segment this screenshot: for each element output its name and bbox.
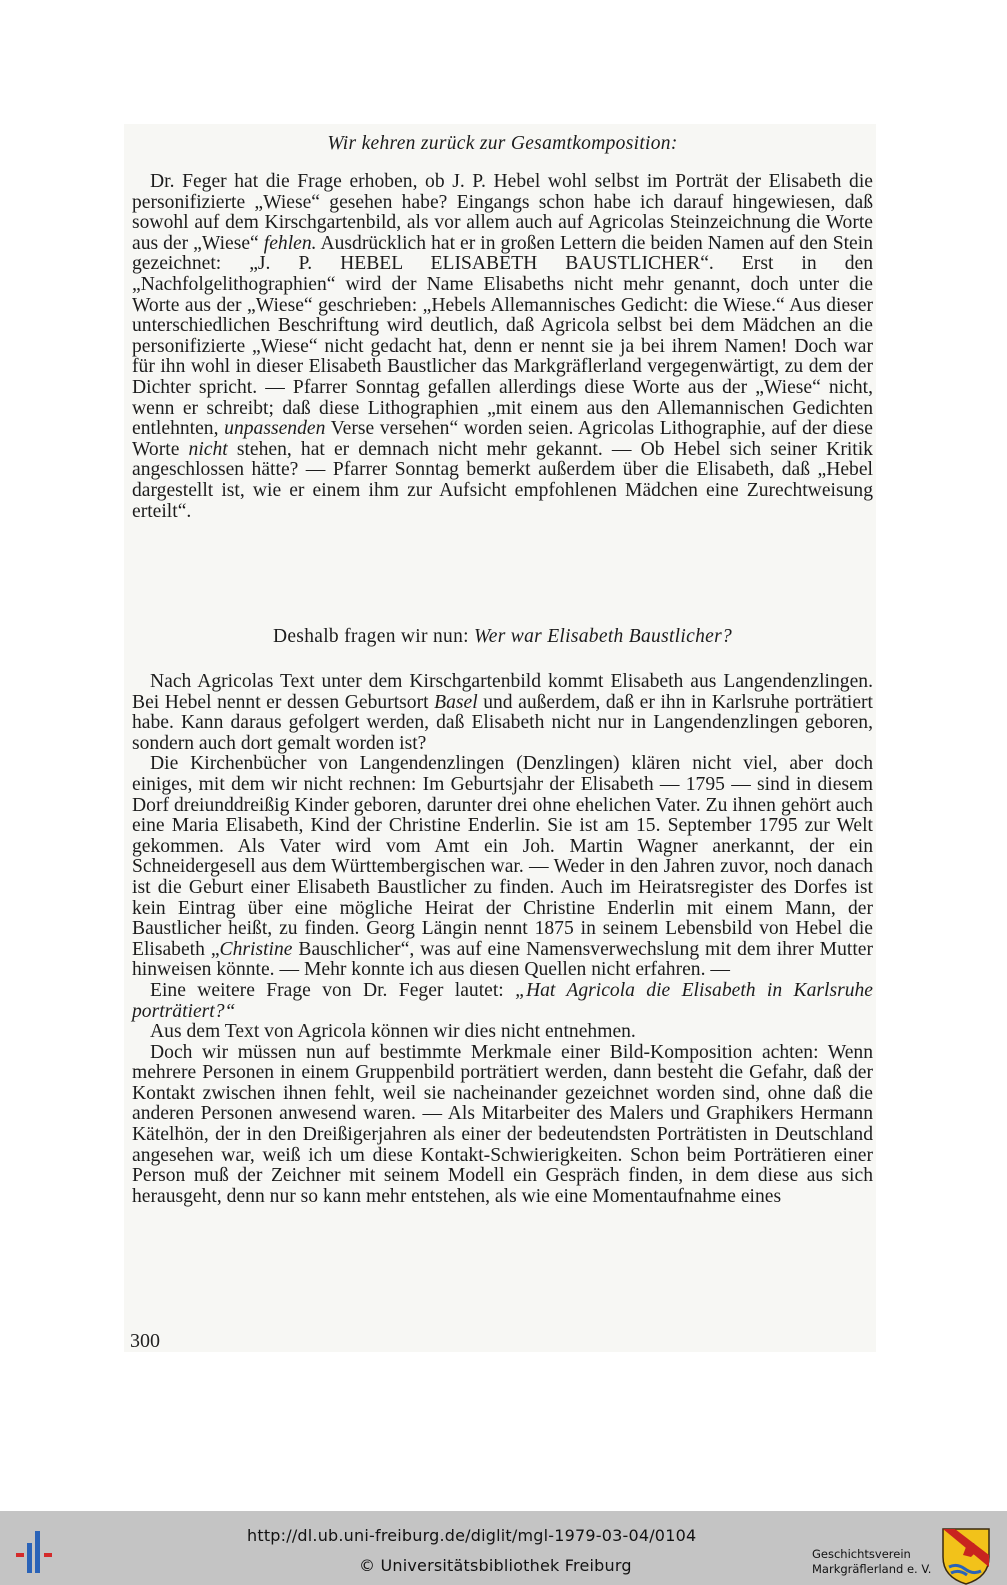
footer-bar [0,1511,1007,1585]
copyright-text: © Universitätsbibliothek Freiburg [359,1556,632,1575]
paragraph: Dr. Feger hat die Frage erhoben, ob J. P. Hebel wohl selbst im Porträt der Elisabeth die personifizierte „Wiese“ gesehen habe? Eingangs schon habe ich darauf hingewiesen, daß sowohl auf dem Kirschgartenbild, als vor allem auch auf Agricolas Steinzeichnung die Worte aus der „Wiese“ fehlen. Ausdrücklich hat er in großen Lettern die beiden Namen auf den Stein gezeichnet: „J. P. HEBEL ELISABETH BAUSTLICHER“. Erst in den „Nachfolgelithographien“ wird der Name Elisabeths nicht mehr genannt, doch unter die Worte aus der „Wiese“ geschrieben: „Hebels Allemannisches Gedicht: die Wiese.“ Aus dieser unterschiedlichen Beschriftung wird deutlich, daß Agricola selbst bei dem Mädchen an die personifizierte „Wiese“ nicht gedacht hat, denn er nennt sie ja bei ihrem Namen! Doch war für ihn wohl in dieser Elisabeth Baustlicher das Markgräflerland vergegenwärtigt, zu dem der Dichter spricht. — Pfarrer Sonntag gefallen allerdings diese Worte aus der „Wiese“ nicht, wenn er schreibt; daß diese Lithographien „mit einem aus den Allemannischen Gedichten entlehnten, unpassenden Verse versehen“ worden seien. Agricolas Lithographie, auf der diese Worte nicht stehen, hat er demnach nicht mehr gekannt. — Ob Hebel sich seiner Kritik angeschlossen hätte? — Pfarrer Sonntag bemerkt außerdem über die Elisabeth, daß „Hebel dargestellt ist, wie er einem ihm zur Aufsicht empfohlenen Mädchen eine Zurechtweisung erteilt“. [132,171,874,522]
heading-italic: Wer war Elisabeth Baustlicher? [474,626,733,647]
paragraph: Nach Agricolas Text unter dem Kirschgartenbild kommt Elisabeth aus Langendenzlingen. Bei Hebel nennt er dessen Geburtsort Basel und außerdem, daß er ihn in Karlsruhe porträtiert habe. Kann daraus gefolgert werden, daß Elisabeth nicht nur in Langendenzlingen geboren, sondern auch dort gemalt worden ist? [132,671,873,754]
publisher-line-1: Geschichtsverein [812,1547,911,1561]
paragraph: Doch wir müssen nun auf bestimmte Merkmale einer Bild-Komposition achten: Wenn mehrere Personen in einem Gruppenbild porträtiert werden, dann besteht die Gefahr, daß der Kontakt zwischen ihnen fehlt, weil sie nacheinander gezeichnet worden sind, ohne daß die anderen Personen anwesend waren. — Als Mitarbeiter des Malers und Graphikers Hermann Kätelhön, der in den Dreißigerjahren als einer der bedeutendsten Porträtisten in Deutschland angesehen war, weiß ich um diese Kontakt-Schwierigkeiten. Schon beim Porträtieren einer Person muß der Zeichner mit seinem Modell ein Gespräch finden, in dem diese aus sich herausgeht, denn nur so kann mehr entstehen, als wie eine Momentaufnahme eines [132,1041,873,1207]
heading-plain: Deshalb fragen wir nun: [272,626,475,647]
text-block-2 [132,672,873,1207]
paragraph: Die Kirchenbücher von Langendenzlingen (Denzlingen) klären nicht viel, aber doch einiges, mit dem wir nicht rechnen: Im Geburtsjahr der Elisabeth — 1795 — sind in diesem Dorf dreiunddreißig Kinder geboren, darunter drei ohne ehelichen Vater. Zu ihnen gehört auch eine Maria Elisabeth, Kind der Christine Enderlin. Sie ist am 15. September 1795 zur Welt gekommen. Als Vater wird vom Amt ein Joh. Martin Wagner anerkannt, der ein Schneidergesell aus dem Württembergischen war. — Weder in den Jahren zuvor, noch danach ist die Geburt einer Elisabeth Baustlicher zu finden. Auch im Heiratsregister des Dorfes ist kein Eintrag über eine mögliche Heirat der Christine Enderlin mit einem Mann, der Baustlicher heißt, zu finden. Georg Längin nennt 1875 in seinem Lebensbild von Hebel die Elisabeth „Christine Bauschlicher“, was auf eine Namensverwechslung mit dem ihrer Mutter hinweisen könnte. — Mehr konnte ich aus diesen Quellen nicht erfahren. — [132,753,873,981]
publisher-line-2: Markgräflerland e. V. [812,1562,932,1576]
paragraph: Aus dem Text von Agricola können wir dies nicht entnehmen. [150,1021,636,1043]
source-url-link[interactable]: http://dl.ub.uni-freiburg.de/diglit/mgl-1979-03-04/0104 [247,1526,697,1545]
section-heading-2 [130,626,875,648]
text-block-1 [132,172,873,522]
section-heading [130,133,875,155]
ub-freiburg-logo-icon [14,1527,60,1577]
paragraph: Eine weitere Frage von Dr. Feger lautet: „Hat Agricola die Elisabeth in Karlsruhe porträtiert?“ [132,979,873,1022]
page-number: 300 [130,1330,160,1352]
coat-of-arms-icon [941,1527,991,1585]
heading-text: Wir kehren zurück zur Gesamtkomposition: [327,133,678,154]
publisher-name [812,1547,931,1577]
